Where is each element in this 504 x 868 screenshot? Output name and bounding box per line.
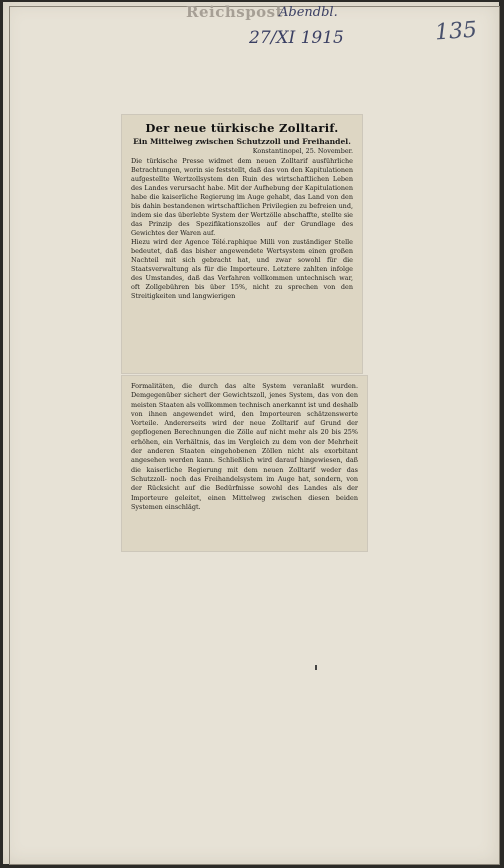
clipping-part-1 [122,115,362,373]
page-mark [315,665,317,670]
article-title: Der neue türkische Zolltarif. [145,121,339,135]
clipping-part-2 [122,376,367,551]
article-subtitle: Ein Mittelweg zwischen Schutzzoll und Freihandel. [133,137,351,146]
article-dateline: Konstantinopel, 25. November. [252,147,353,155]
handwritten-source: Abendbl. [279,5,338,20]
archive-sheet [3,2,499,864]
article-body-part-1: Die türkische Presse widmet dem neuen Zolltarif ausführliche Betrachtungen, worin sie feststellt, daß das von den Kapitulationen aufgestellte Wertzollsystem den Ruin des wirtschaftlichen Leben des Landes verursacht habe. Mit der Aufhebung der Kapitulationen habe die kaiserliche Regierung im Auge gehabt, das Land von den bis dahin bestandenen wirtschaftlichen Privilegien zu befreien und, indem sie das überlebte System der Wertzölle abschaffte, stellte sie das Prinzip des Spezifikationszolles auf der Grundlage des Gewichtes der Waren auf. Hiezu wird der Agence Télé.raphique Milli von zuständiger Stelle bedeutet, daß das bisher angewendete Wertsystem einen großen Nachteil mit sich gebracht hat, und zwar sowohl für die Staatsverwaltung als für die Importeure. Letztere zahlten infolge des Umstandes, daß das Verfahren vollkommen untechnisch war, oft Zollgebühren bis über 15%, nicht zu sprechen von den Streitigkeiten und langwierigen [131,157,353,300]
article-body-part-2: Formalitäten, die durch das alte System veranlaßt wurden. Demgegenüber sichert der Gewichtszoll, jenes System, das von den meisten Staaten als vollkommen technisch anerkannt ist und deshalb von ihnen angewendet wird, den Importeuren schätzenswerte Vorteile. Andererseits wird der neue Zolltarif auf Grund der gepflogenen Berechnungen die Zölle auf nicht mehr als 20 bis 25% erhöhen, ein Verhältnis, das im Vergleich zu dem von der Mehrheit der anderen Staaten eingehobenen Zöllen nicht als exorbitant angesehen werden kann. Schließlich wird darauf hingewiesen, daß die kaiserliche Regierung mit dem neuen Zolltarif weder das Schutzzoll- noch das Freihandelsystem im Auge hat, sondern, von der Rücksicht auf die Bedürfnisse sowohl des Landes als der Importeure geleitet, einen Mittelweg zwischen diesen beiden Systemen einschlägt. [131,382,358,511]
handwritten-date: 27/XI 1915 [249,28,344,48]
newspaper-stamp: Reichspost [186,3,284,21]
handwritten-archive-number: 135 [434,17,478,46]
